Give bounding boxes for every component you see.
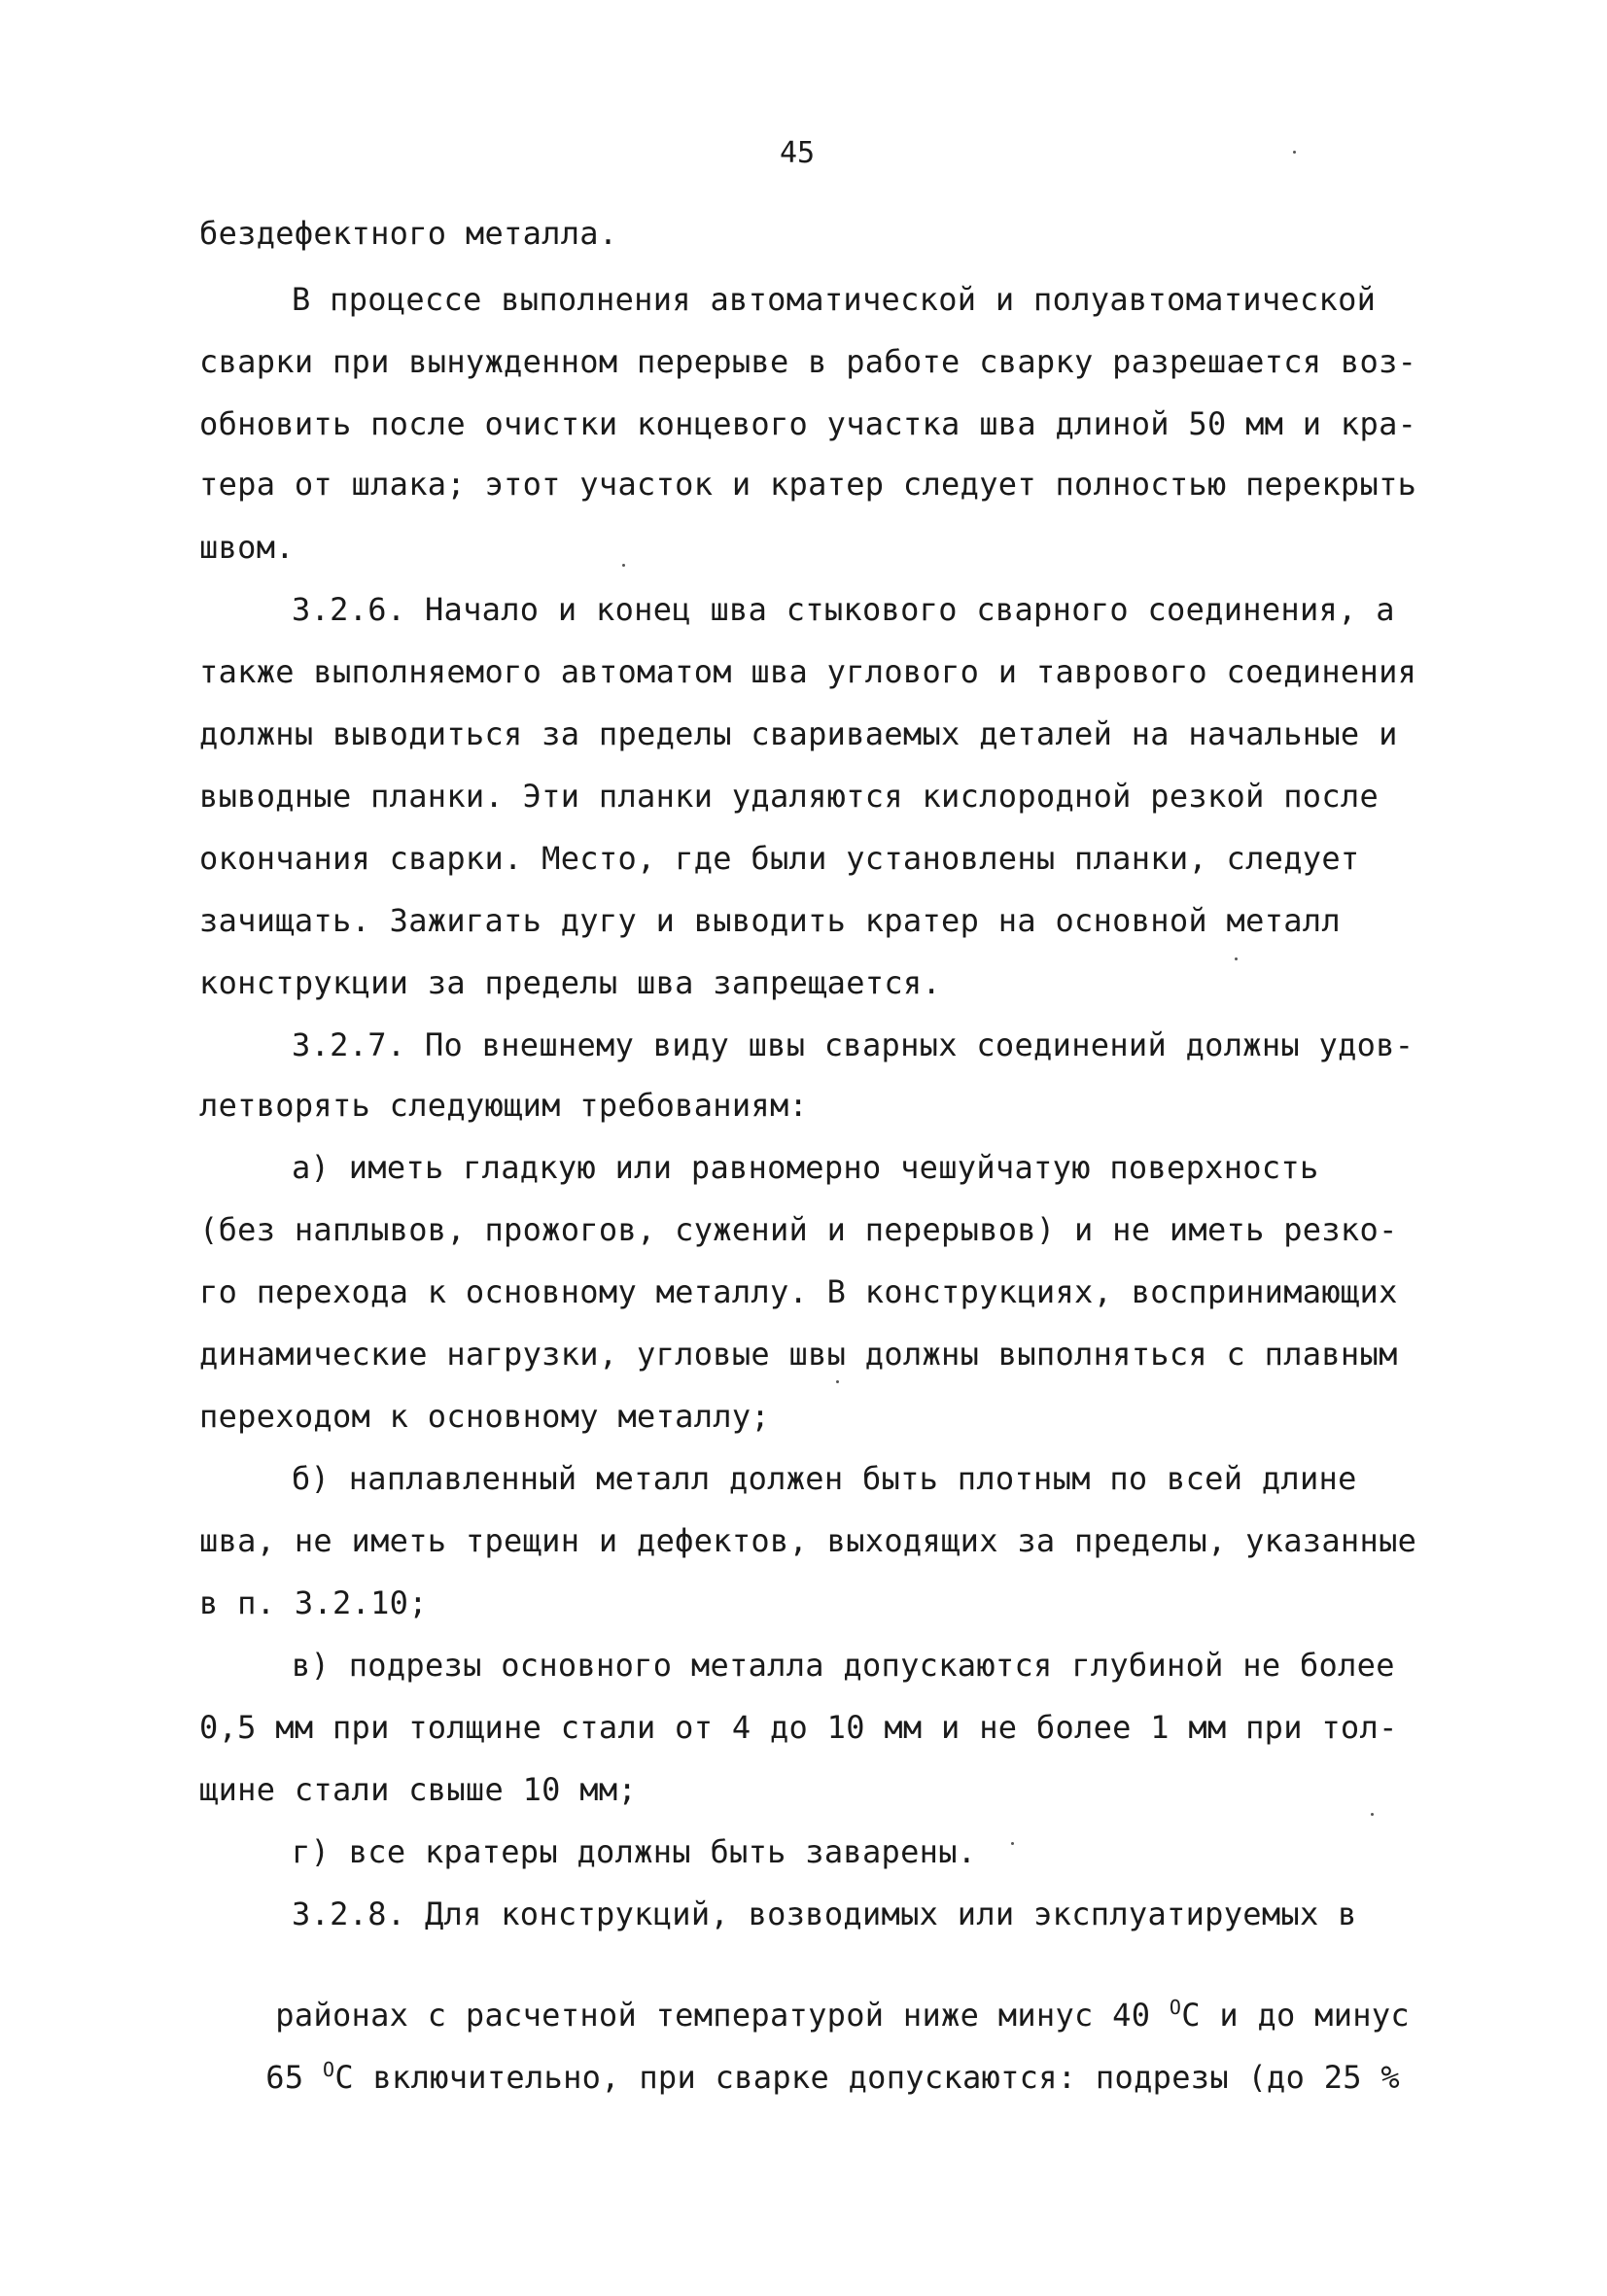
text-line: В процессе выполнения автоматической и полуавтоматической (292, 281, 1377, 318)
text-line: щине стали свыше 10 мм; (199, 1771, 638, 1808)
text-fragment: С и до минус (1181, 1997, 1410, 2034)
text-line: также выполняемого автоматом шва углового и таврового соединения (199, 653, 1417, 690)
text-line: бездефектного металла. (199, 215, 618, 252)
text-line: 0,5 мм при толщине стали от 4 до 10 мм и не более 1 мм при тол- (199, 1709, 1398, 1746)
text-line: г) все кратеры должны быть заварены. (292, 1833, 977, 1870)
text-line: швом. (199, 529, 295, 566)
text-line: сварки при вынужденном перерыве в работе сварку разрешается воз- (199, 343, 1417, 380)
scan-speck (1371, 1813, 1374, 1816)
scan-speck (836, 1380, 839, 1383)
text-fragment: С включительно, при сварке допускаются: подрезы (до 25 % (334, 2059, 1400, 2096)
scan-speck (1293, 151, 1296, 154)
text-line: го перехода к основному металлу. В конструкциях, воспринимающих (199, 1273, 1398, 1310)
text-line: должны выводиться за пределы свариваемых деталей на начальные и (199, 715, 1398, 752)
text-fragment: районах с расчетной температурой ниже минус 40 (275, 1997, 1170, 2034)
text-line: переходом к основному металлу; (199, 1398, 770, 1435)
text-line: в) подрезы основного металла допускаются глубиной не более (292, 1647, 1395, 1684)
text-line: выводные планки. Эти планки удаляются кислородной резкой после (199, 778, 1380, 815)
text-line: шва, не иметь трещин и дефектов, выходящих за пределы, указанные (199, 1522, 1417, 1559)
text-line: динамические нагрузки, угловые швы должны выполняться с плавным (199, 1336, 1398, 1373)
scan-speck (1011, 1842, 1014, 1845)
degree-superscript: О (1169, 1996, 1182, 2019)
text-line: (без наплывов, прожогов, сужений и перерывов) и не иметь резко- (199, 1211, 1398, 1248)
scan-speck (622, 564, 625, 567)
text-line: тера от шлака; этот участок и кратер следует полностью перекрыть (199, 466, 1417, 503)
text-line-with-superscript (190, 2019, 1400, 2136)
text-line: обновить после очистки концевого участка шва длиной 50 мм и кра- (199, 405, 1417, 442)
text-line: летворять следующим требованиям: (199, 1087, 809, 1124)
degree-superscript: О (322, 2058, 335, 2081)
text-fragment: 65 (265, 2059, 323, 2096)
text-line: а) иметь гладкую или равномерно чешуйчатую поверхность (292, 1149, 1319, 1186)
scan-speck (1235, 957, 1238, 960)
text-line: в п. 3.2.10; (199, 1584, 428, 1621)
text-line: 3.2.6. Начало и конец шва стыкового сварного соединения, а (292, 591, 1395, 628)
text-line: 3.2.7. По внешнему виду швы сварных соединений должны удов- (292, 1026, 1415, 1063)
text-line: 3.2.8. Для конструкций, возводимых или эксплуатируемых в (292, 1896, 1357, 1932)
page-number: 45 (779, 136, 816, 170)
text-line: окончания сварки. Место, где были установлены планки, следует (199, 840, 1360, 877)
text-line: зачищать. Зажигать дугу и выводить кратер на основной металл (199, 902, 1341, 939)
text-line: б) наплавленный металл должен быть плотным по всей длине (292, 1460, 1357, 1497)
text-line: конструкции за пределы шва запрещается. (199, 964, 942, 1001)
